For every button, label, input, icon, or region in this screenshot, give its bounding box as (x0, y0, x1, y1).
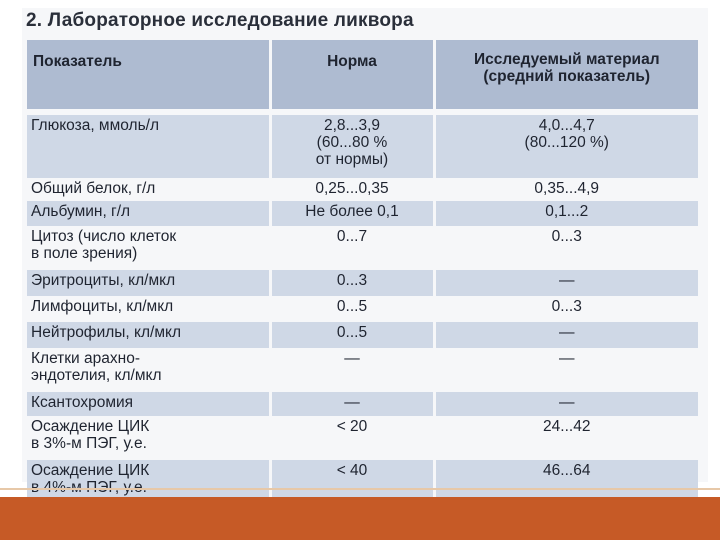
row-sample: 0...3 (434, 296, 698, 322)
row-name: Эритроциты, кл/мкл (27, 270, 270, 296)
header-norm: Норма (270, 40, 434, 109)
row-sample: — (434, 392, 698, 416)
row-name-line: Глюкоза, ммоль/л (31, 117, 159, 134)
table-row (27, 348, 698, 392)
row-norm: 0,25...0,35 (270, 178, 434, 201)
row-norm-line: (60...80 % (316, 134, 388, 151)
page-title: 2. Лабораторное исследование ликвора (26, 10, 414, 31)
table-row (27, 322, 698, 348)
table-row (27, 115, 698, 178)
row-norm: — (270, 348, 434, 392)
lab-results-table (27, 40, 698, 504)
row-name (27, 416, 270, 460)
row-sample: 0...3 (434, 226, 698, 270)
row-sample: — (434, 322, 698, 348)
slide-footer-bar (0, 497, 720, 540)
row-name-line: Клетки арахно- (31, 350, 140, 367)
row-norm: < 20 (270, 416, 434, 460)
header-sample-line-2: (средний показатель) (483, 68, 651, 85)
row-sample: 0,1...2 (434, 201, 698, 226)
table-row (27, 416, 698, 460)
row-sample-line: (80...120 %) (524, 134, 609, 151)
row-sample: 24...42 (434, 416, 698, 460)
table-header-row (27, 40, 698, 109)
row-norm: 0...5 (270, 296, 434, 322)
table-row (27, 270, 698, 296)
row-sample (434, 115, 698, 178)
row-norm: < 40 (270, 460, 434, 504)
header-param: Показатель (27, 40, 270, 109)
row-name: Лимфоциты, кл/мкл (27, 296, 270, 322)
row-name (27, 115, 270, 178)
table-row (27, 178, 698, 201)
row-name: Общий белок, г/л (27, 178, 270, 201)
row-sample: 0,35...4,9 (434, 178, 698, 201)
row-norm: 0...5 (270, 322, 434, 348)
row-name (27, 226, 270, 270)
table-row (27, 392, 698, 416)
row-name-line: Осаждение ЦИК (31, 418, 150, 435)
row-name: Нейтрофилы, кл/мкл (27, 322, 270, 348)
footer-divider (0, 488, 720, 490)
row-norm (270, 115, 434, 178)
table-row (27, 201, 698, 226)
row-norm: 0...3 (270, 270, 434, 296)
scanned-table-image (22, 8, 708, 482)
row-sample: 46...64 (434, 460, 698, 504)
header-sample-line-1: Исследуемый материал (473, 51, 660, 68)
row-name-line: эндотелия, кл/мкл (31, 367, 162, 384)
row-norm: — (270, 392, 434, 416)
row-name: Ксантохромия (27, 392, 270, 416)
row-norm: Не более 0,1 (270, 201, 434, 226)
row-sample: — (434, 270, 698, 296)
row-norm-line: 2,8...3,9 (323, 117, 380, 134)
header-sample (434, 40, 698, 109)
row-name (27, 348, 270, 392)
table-row (27, 226, 698, 270)
row-sample: — (434, 348, 698, 392)
row-norm: 0...7 (270, 226, 434, 270)
row-name: Альбумин, г/л (27, 201, 270, 226)
row-norm-line: от нормы) (315, 151, 389, 168)
row-name-line: Осаждение ЦИК (31, 462, 150, 479)
row-name-line: Цитоз (число клеток (31, 228, 177, 245)
row-sample-line: 4,0...4,7 (538, 117, 595, 134)
row-name-line: в поле зрения) (31, 245, 138, 262)
table-row (27, 296, 698, 322)
row-name-line: в 3%-м ПЭГ, у.е. (31, 435, 147, 452)
